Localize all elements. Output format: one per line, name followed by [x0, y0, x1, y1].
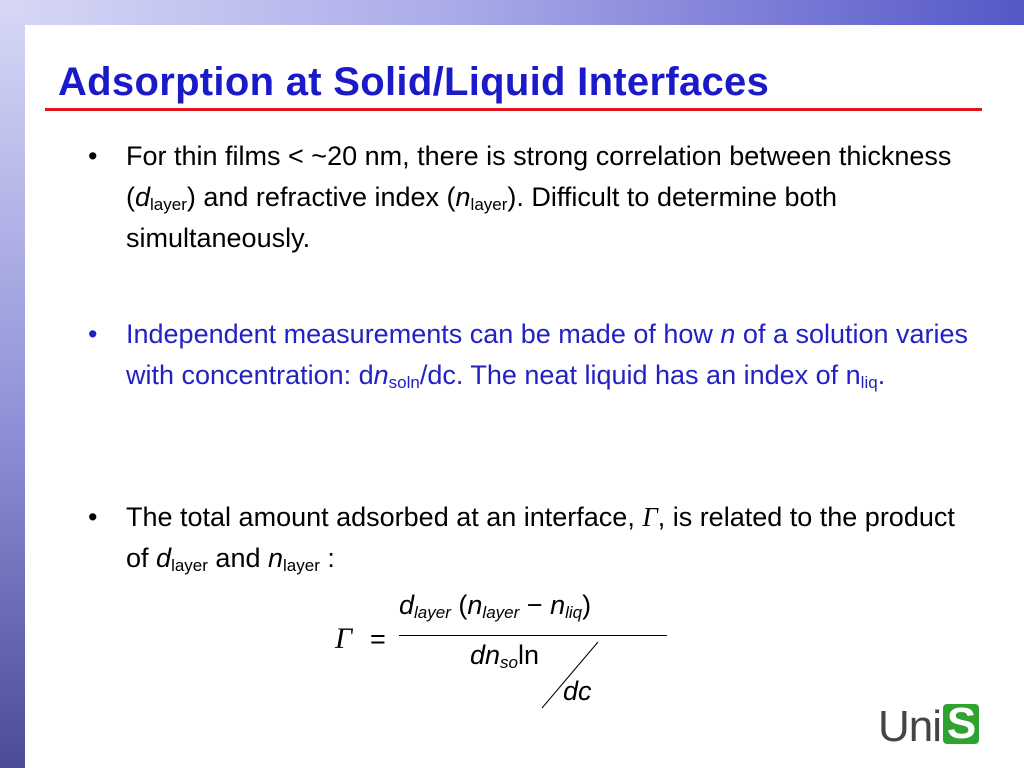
- bullet-marker: •: [88, 502, 98, 532]
- bullet-marker: •: [88, 141, 98, 171]
- unis-logo: Uni S: [878, 702, 979, 752]
- equation-dc: dc: [563, 676, 592, 706]
- bullet-text: For thin films < ~20 nm, there is strong correlation between thickness $(d_{layer})$ and refractive index $(n_{layer})$. Difficult to determine both simultaneously.: [126, 141, 952, 253]
- slide-top-bar: [0, 0, 1024, 25]
- equation-equals: =: [370, 624, 386, 654]
- equation-denominator: $dn_{so}\ln$: [470, 640, 540, 672]
- slide-title: Adsorption at Solid/Liquid Interfaces: [58, 60, 770, 104]
- slide-left-bar: [0, 0, 25, 768]
- title-underline: [45, 108, 982, 111]
- equation-numerator: $d_{layer}$ $(n_{layer} - n_{liq})$: [399, 590, 592, 622]
- logo-s-mark: S: [943, 704, 979, 744]
- adsorption-equation: [335, 590, 695, 720]
- equation-fraction-line: [399, 635, 667, 636]
- equation-gamma: Γ: [335, 622, 353, 655]
- bullet-marker: •: [88, 319, 98, 349]
- bullet-text: The total amount adsorbed at an interface, Γ, is related to the product of $d_{layer}$ and $n_{layer}$ :: [126, 502, 955, 575]
- bullet-text: Independent measurements can be made of how n of a solution varies with concentration: $dn_{soln}/dc$. The neat liquid has an index of $n_{liq}$.: [126, 319, 969, 392]
